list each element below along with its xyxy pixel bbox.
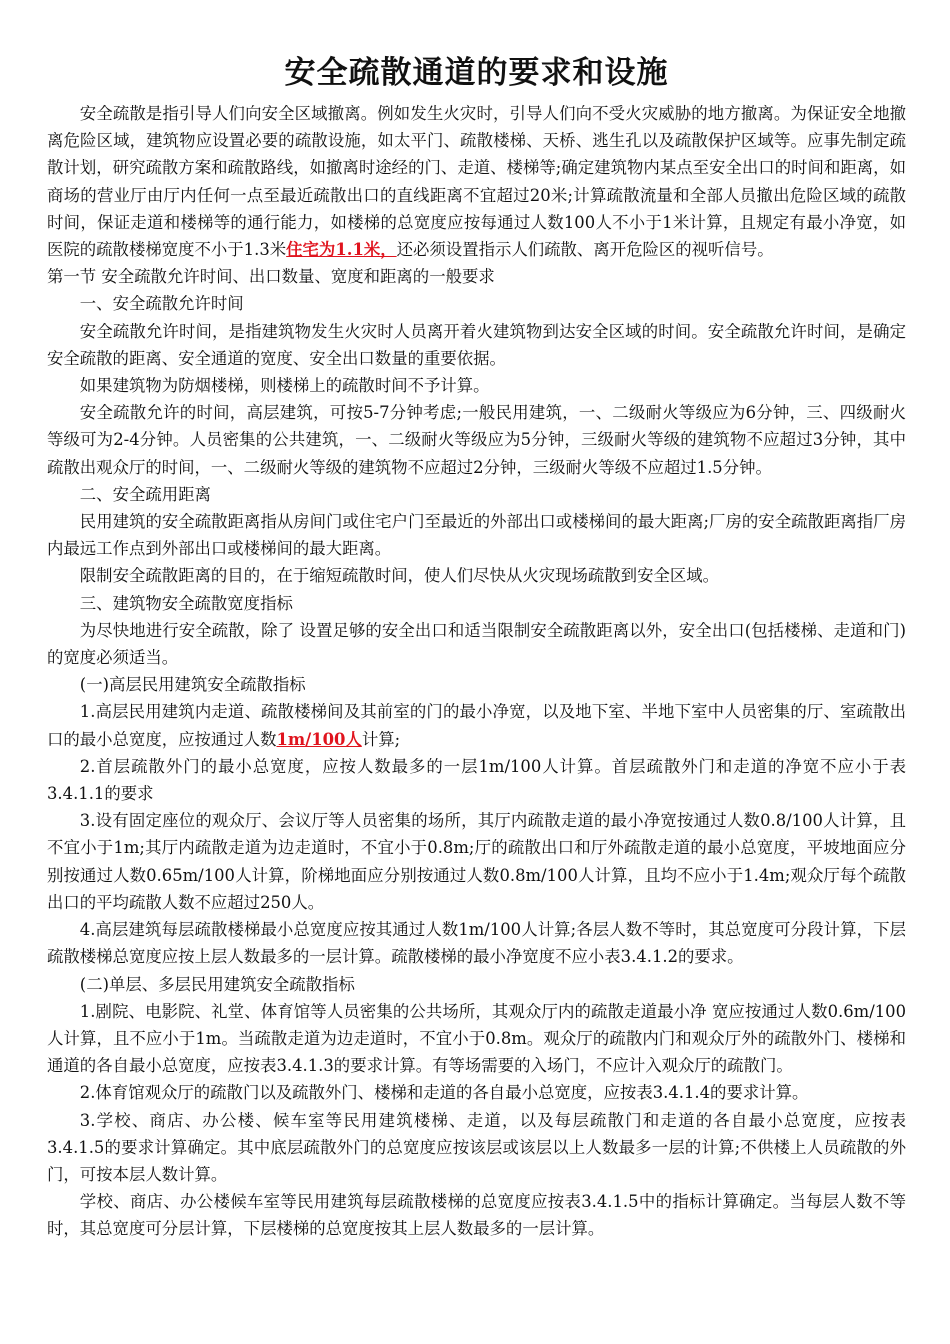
intro-paragraph	[47, 100, 906, 263]
high-rise-1-text-b: 计算;	[361, 729, 401, 749]
high-rise-1-text-a: 1.高层民用建筑内走道、疏散楼梯间及其前室的门的最小净宽，以及地下室、半地下室中人员密集的厅、室疏散出口的最小总宽度，应按通过人数	[47, 702, 906, 749]
paragraph-high-rise-3: 3.设有固定座位的观众厅、会议厅等人员密集的场所，其厅内疏散走道的最小净宽按通过人数0.8/100人计算，且不宜小于1m;其厅内疏散走道为边走道时，不宜小于0.8m;厅的疏散出口和厅外疏散走道的最小总宽度，平坡地面应分别按通过人数0.65m/100人计算，阶梯地面应分别按通过人数0.8m/100人计算，且均不应小于1.4m;观众厅每个疏散出口的平均疏散人数不应超过250人。	[47, 811, 906, 912]
paragraph-allow-time-1: 安全疏散允许时间，是指建筑物发生火灾时人员离开着火建筑物到达安全区域的时间。安全疏散允许时间，是确定安全疏散的距离、安全通道的宽度、安全出口数量的重要依据。	[47, 321, 906, 368]
subheading-low-rise: (二)单层、多层民用建筑安全疏散指标	[79, 974, 355, 994]
subheading-allow-time: 一、安全疏散允许时间	[79, 294, 244, 314]
paragraph-width: 为尽快地进行安全疏散，除了 设置足够的安全出口和适当限制安全疏散距离以外，安全出口(包括楼梯、走道和门)的宽度必须适当。	[47, 620, 906, 668]
intro-text-a: 安全疏散是指引导人们向安全区域撤离。例如发生火灾时，引导人们向不受火灾威胁的地方撤离。为保证安全地撤离危险区域，建筑物应设置必要的疏散设施，如太平门、疏散楼梯、天桥、逃生孔以及疏散保护区域等。应事先制定疏散计划，研究疏散方案和疏散路线，如撤离时途经的门、走道、楼梯等;确定建筑物内某点至安全出口的时间和距离，如商场的营业厅由厅内任何一点至最近疏散出口的直线距离不宜超过20米;计算疏散流量和全部人员撤出危险区域的疏散时间，保证走道和楼梯等的通行能力，如楼梯的总宽度应按每通过人数100人不小于1米计算，且规定有最小净宽，如医院的疏散楼梯宽度不小于1.3米	[47, 104, 906, 260]
intro-highlight: 住宅为1.1米，	[286, 240, 397, 260]
intro-text-b: 还必须设置指示人们疏散、离开危险区的视听信号。	[396, 240, 774, 260]
section-heading: 第一节 安全疏散允许时间、出口数量、宽度和距离的一般要求	[47, 267, 495, 287]
paragraph-distance-2: 限制安全疏散距离的目的，在于缩短疏散时间，使人们尽快从火灾现场疏散到安全区域。	[79, 566, 720, 586]
paragraph-high-rise-1	[47, 698, 906, 752]
paragraph-low-rise-2: 2.体育馆观众厅的疏散门以及疏散外门、楼梯和走道的各自最小总宽度，应按表3.4.1.4的要求计算。	[79, 1083, 809, 1103]
paragraph-high-rise-2: 2.首层疏散外门的最小总宽度，应按人数最多的一层1m/100人计算。首层疏散外门和走道的净宽不应小于表3.4.1.1的要求	[47, 756, 906, 804]
high-rise-1-highlight: 1m/100人	[276, 729, 362, 749]
paragraph-low-rise-4: 学校、商店、办公楼候车室等民用建筑每层疏散楼梯的总宽度应按表3.4.1.5中的指标计算确定。当每层人数不等时，其总宽度可分层计算，下层楼梯的总宽度按其上层人数最多的一层计算。	[47, 1192, 906, 1239]
paragraph-distance-1: 民用建筑的安全疏散距离指从房间门或住宅户门至最近的外部出口或楼梯间的最大距离;厂房的安全疏散距离指厂房内最远工作点到外部出口或楼梯间的最大距离。	[47, 512, 906, 559]
subheading-width: 三、建筑物安全疏散宽度指标	[79, 593, 293, 613]
document-title: 安全疏散通道的要求和设施	[284, 55, 669, 91]
subheading-distance: 二、安全疏用距离	[79, 484, 211, 504]
paragraph-allow-time-2: 如果建筑物为防烟楼梯，则楼梯上的疏散时间不予计算。	[79, 376, 490, 396]
paragraph-low-rise-3: 3.学校、商店、办公楼、候车室等民用建筑楼梯、走道，以及每层疏散门和走道的各自最小总宽度，应按表3.4.1.5的要求计算确定。其中底层疏散外门的总宽度应按该层或该层以上人数最多一层的计算;不供楼上人员疏散的外门，可按本层人数计算。	[47, 1110, 906, 1184]
paragraph-high-rise-4: 4.高层建筑每层疏散楼梯最小总宽度应按其通过人数1m/100人计算;各层人数不等时，其总宽度可分段计算，下层疏散楼梯总宽度应按上层人数最多的一层计算。疏散楼梯的最小净宽度不应小表3.4.1.2的要求。	[47, 920, 906, 967]
paragraph-allow-time-3: 安全疏散允许的时间，高层建筑，可按5-7分钟考虑;一般民用建筑，一、二级耐火等级应为6分钟，三、四级耐火等级可为2-4分钟。人员密集的公共建筑，一、二级耐火等级应为5分钟，三级耐火等级的建筑物不应超过3分钟，其中疏散出观众厅的时间，一、二级耐火等级的建筑物不应超过2分钟，三级耐火等级不应超过1.5分钟。	[47, 403, 906, 477]
paragraph-low-rise-1: 1.剧院、电影院、礼堂、体育馆等人员密集的公共场所，其观众厅内的疏散走道最小净 宽应按通过人数0.6m/100人计算，且不应小于1m。当疏散走道为边走道时，不宜小于0.8m。观众厅的疏散内门和观众厅外的疏散外门、楼梯和通道的各自最小总宽度，应按表3.4.1.3的要求计算。有等场需要的入场门，不应计入观众厅的疏散门。	[47, 1001, 906, 1076]
subheading-high-rise: (一)高层民用建筑安全疏散指标	[79, 675, 306, 695]
